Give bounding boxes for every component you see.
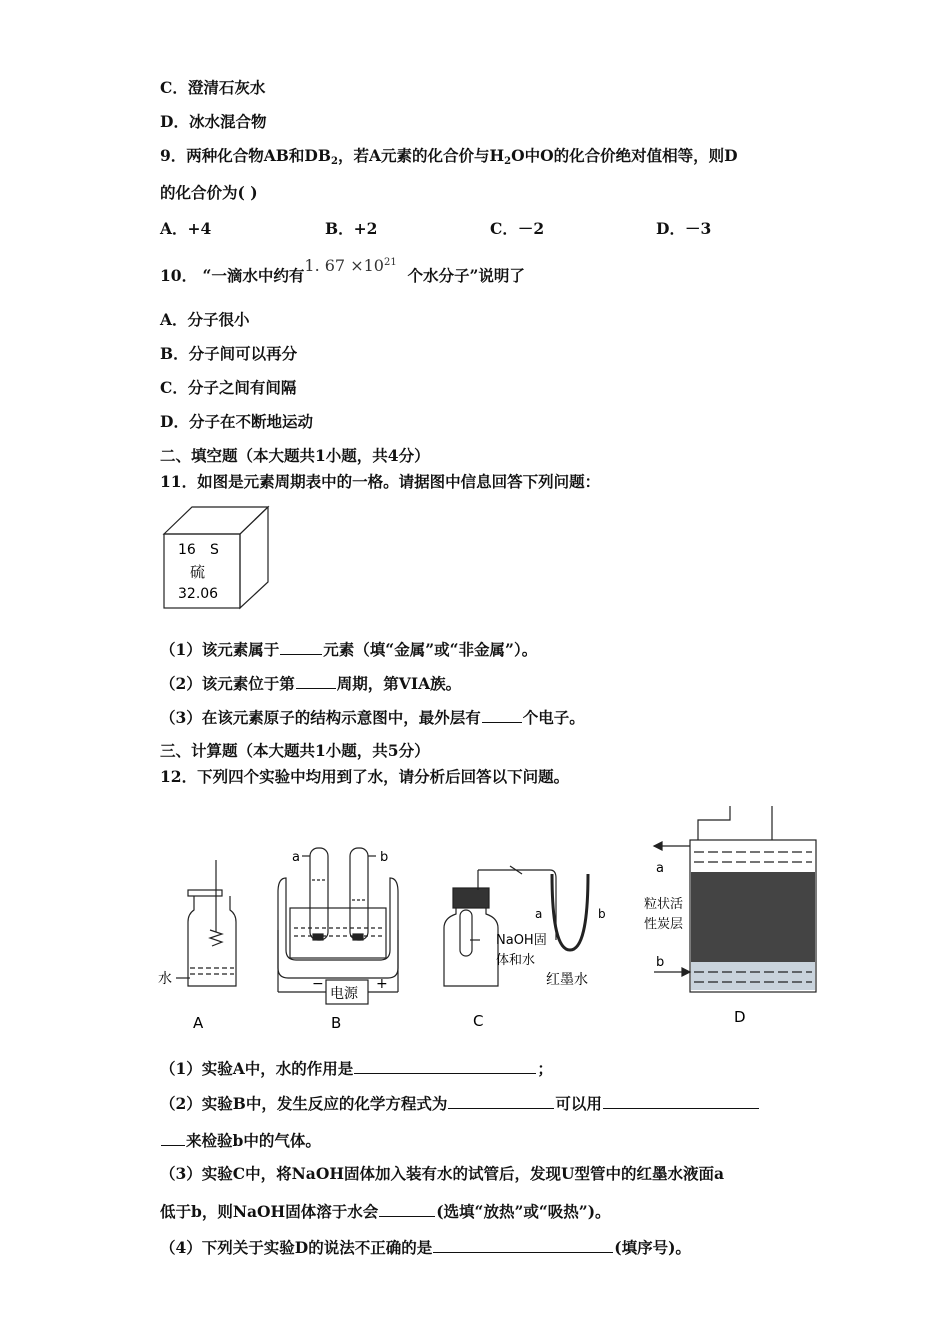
q9-subscript: 2 <box>330 156 338 167</box>
periodic-cell-figure <box>160 504 272 610</box>
electrode-b <box>353 934 363 940</box>
electrode-a <box>313 934 323 940</box>
q12-sub2-middle: 可以用 <box>555 1094 602 1113</box>
tube-b <box>350 848 368 940</box>
arrow-a <box>654 842 662 850</box>
q12-sub2-prefix: （2）实验B中，发生反应的化学方程式为 <box>160 1094 448 1113</box>
atomic-mass: 32.06 <box>178 586 219 602</box>
q12-sub3-prefix: 低于b，则NaOH固体溶于水会 <box>160 1202 379 1221</box>
q10-option-a: A．分子很小 <box>160 310 250 329</box>
q9-option-c: C．－2 <box>490 219 545 238</box>
q8-option-c: C．澄清石灰水 <box>160 78 266 97</box>
inlet-pipe-top <box>698 806 730 840</box>
q12-sub4-prefix: （4）下列关于实验D的说法不正确的是 <box>160 1238 433 1257</box>
q11-sub2-blank[interactable] <box>296 673 336 689</box>
q10-scientific-number <box>304 256 396 275</box>
q10-sci-exponent: 21 <box>383 257 397 268</box>
q10-sci-base: 1. 67 ×10 <box>304 256 384 275</box>
bottle-a-coil <box>210 930 222 946</box>
q12-sub1 <box>160 1058 553 1079</box>
label-tube-b: b <box>380 850 389 865</box>
q12-sub1-suffix: ； <box>537 1059 553 1078</box>
q12-sub3-suffix: (选填“放热”或“吸热”)。 <box>436 1202 611 1221</box>
cell-side-face <box>240 507 268 608</box>
q12-sub2-blank-equation[interactable] <box>448 1093 554 1109</box>
atomic-number: 16 <box>178 542 196 558</box>
bottle-a-lid <box>188 890 222 896</box>
label-power: 电源 <box>330 986 358 1002</box>
cell-top-face <box>164 507 268 534</box>
q12-sub3-blank[interactable] <box>379 1201 435 1217</box>
u-tube <box>552 874 588 950</box>
label-carbon-2: 性炭层 <box>644 917 684 932</box>
label-d-b: b <box>656 955 665 970</box>
q9-option-d: D．－3 <box>656 219 712 238</box>
q9-subscript-2: 2 <box>504 156 512 167</box>
q12-sub4-suffix: (填序号)。 <box>614 1238 691 1257</box>
q12-sub2 <box>160 1093 760 1114</box>
label-figure-b: B <box>331 1014 342 1032</box>
label-naoh: NaOH固 <box>496 933 547 948</box>
q12-sub4-blank[interactable] <box>433 1237 613 1253</box>
q12-sub1-blank[interactable] <box>354 1058 536 1074</box>
q10-stem <box>160 256 525 286</box>
label-carbon-1: 粒状活 <box>644 897 684 912</box>
tube-a <box>310 848 328 940</box>
q11-sub3-suffix: 个电子。 <box>522 708 585 727</box>
label-figure-c: C <box>473 1012 484 1030</box>
q12-sub3-line2 <box>160 1201 611 1222</box>
element-name: 硫 <box>190 563 206 581</box>
label-d-a: a <box>656 861 664 876</box>
label-tube-a: a <box>292 850 300 865</box>
q9-stem-line1 <box>160 146 738 172</box>
q11-stem: 11．如图是元素周期表中的一格。请据图中信息回答下列问题： <box>160 472 601 491</box>
experiments-figure <box>150 800 830 1040</box>
label-figure-d: D <box>734 1008 746 1026</box>
label-figure-a: A <box>193 1014 204 1032</box>
carbon-layer <box>691 872 815 962</box>
q11-sub1-suffix: 元素（填“金属”或“非金属”）。 <box>323 640 538 659</box>
q12-sub2-suffix: 来检验b中的气体。 <box>186 1131 321 1150</box>
q8-option-d: D．冰水混合物 <box>160 112 267 131</box>
section-fill-blank-heading: 二、填空题（本大题共1小题，共4分） <box>160 446 430 465</box>
label-red-ink: 红墨水 <box>546 972 588 988</box>
label-c-b: b <box>598 907 606 921</box>
bottom-water <box>691 962 815 990</box>
q11-sub1 <box>160 639 537 660</box>
q12-sub4 <box>160 1237 691 1258</box>
q9-text-a: 9．两种化合物AB和DB <box>160 146 331 165</box>
q9-text-c: O中O的化合价绝对值相等，则D <box>511 146 738 165</box>
q12-sub3-line1: （3）实验C中，将NaOH固体加入装有水的试管后，发现U型管中的红墨水液面a <box>160 1164 725 1183</box>
q9-text-b: ，若A元素的化合价与H <box>337 146 505 165</box>
q12-sub1-prefix: （1）实验A中，水的作用是 <box>160 1059 354 1078</box>
q12-stem: 12．下列四个实验中均用到了水，请分析后回答以下问题。 <box>160 767 570 786</box>
arrow-b <box>682 968 690 976</box>
q12-sub2-line2 <box>160 1130 321 1151</box>
q10-prefix: 10． “一滴水中约有 <box>160 266 305 285</box>
bottle-a-body <box>188 896 236 986</box>
q11-sub1-prefix: （1）该元素属于 <box>160 640 280 659</box>
q11-sub2-suffix: 周期，第VIA族。 <box>336 674 462 693</box>
water-tank <box>290 908 386 958</box>
test-tube <box>460 910 472 956</box>
q10-suffix: 个水分子”说明了 <box>407 266 525 285</box>
q11-sub3-blank[interactable] <box>482 707 522 723</box>
q10-option-c: C．分子之间有间隔 <box>160 378 297 397</box>
experiment-c-apparatus <box>444 866 588 986</box>
section-calculation-heading: 三、计算题（本大题共1小题，共5分） <box>160 741 430 760</box>
label-naoh-2: 体和水 <box>496 953 536 968</box>
label-plus: + <box>376 976 388 992</box>
q11-sub1-blank[interactable] <box>280 639 322 655</box>
element-symbol: S <box>210 542 219 558</box>
q12-sub2-blank-reagent[interactable] <box>603 1093 759 1109</box>
q9-stem-line2: 的化合价为( ) <box>160 183 258 202</box>
q11-sub2-prefix: （2）该元素位于第 <box>160 674 295 693</box>
q9-option-a: A．+4 <box>160 219 212 238</box>
flask-c <box>444 908 498 986</box>
stopper <box>453 888 489 908</box>
q11-sub3 <box>160 707 585 728</box>
q11-sub2 <box>160 673 461 694</box>
delivery-tube <box>478 870 556 940</box>
q10-option-b: B．分子间可以再分 <box>160 344 298 363</box>
q12-sub2-blank-continued[interactable] <box>161 1130 185 1146</box>
experiment-a-bottle <box>176 860 236 986</box>
label-c-a: a <box>535 907 543 921</box>
q11-sub3-prefix: （3）在该元素原子的结构示意图中，最外层有 <box>160 708 481 727</box>
q9-option-b: B．+2 <box>325 219 378 238</box>
label-minus: − <box>312 976 324 992</box>
q10-option-d: D．分子在不断地运动 <box>160 412 313 431</box>
label-water: 水 <box>158 971 172 987</box>
